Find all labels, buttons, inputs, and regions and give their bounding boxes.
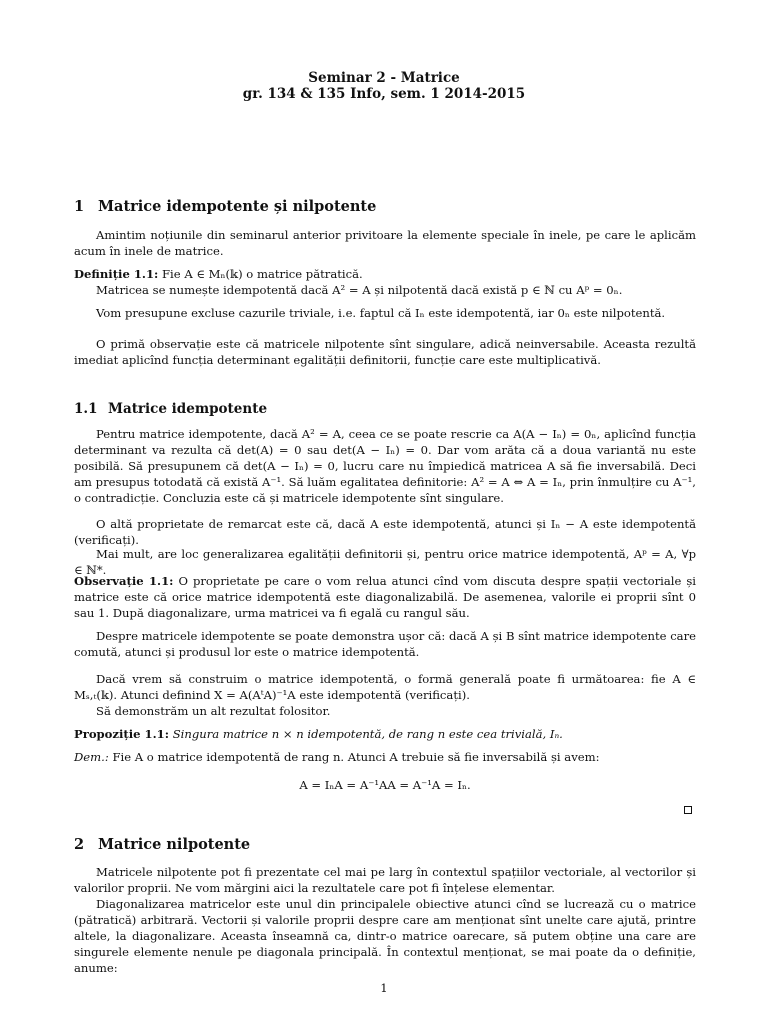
- section-1-1-heading: [74, 401, 267, 418]
- trivial-cases-note: Vom presupune excluse cazurile triviale, i.e. faptul că Iₙ este idempotentă, iar 0ₙ este nilpotentă.: [96, 306, 666, 320]
- idempotent-singular-proof: Pentru matrice idempotente, dacă A² = A, ceea ce se poate rescrie ca A(A − Iₙ) = 0ₙ, aplicînd funcția determinant va rezulta că det(A) = 0 sau det(A − Iₙ) = 0. Dar vom arăta că a doua variantă nu este posibilă. Să presupunem că det(A − Iₙ) = 0, lucru care nu împiedică matricea A să fie inversabilă. Deci am presupus totodată că există A⁻¹. Să luăm egalitatea definitorie: A² = A ⇔ A = Iₙ, prin înmulțire cu A⁻¹, o contradicție. Concluzia este că și matricele idempotente sînt singulare.: [74, 427, 696, 505]
- document-title: Seminar 2 - Matrice: [308, 70, 460, 86]
- section-1-title: Matrice idempotente și nilpotente: [98, 198, 377, 215]
- section-1-1-number: 1.1: [74, 401, 98, 417]
- proposition-label: Propoziție 1.1:: [74, 727, 170, 741]
- proof-label: Dem.:: [74, 750, 109, 764]
- section-1-1-title: Matrice idempotente: [108, 401, 268, 417]
- proof: Dem.: Fie A o matrice idempotentă de rang n. Atunci A trebuie să fie inversabilă și avem:: [74, 750, 600, 764]
- construction-general-form: Dacă vrem să construim o matrice idempotentă, o formă generală poate fi următoarea: fie A ∈ Mₛ,ₜ(𝕜). Atunci definind X = A(AᵗA)⁻¹A este idempotentă (verificați). Să demonstrăm un alt rezultat folositor.: [74, 672, 696, 718]
- proposition-1-1: Propoziție 1.1: Singura matrice n × n idempotentă, de rang n este cea trivială, Iₙ.: [74, 727, 563, 741]
- nilpotent-singular-observation: O primă observație este că matricele nilpotente sînt singulare, adică neinversabile. Aceasta rezultă imediat aplicînd funcția determinant egalității definitorii, funcție care este multiplicativă.: [74, 337, 696, 367]
- section-2-title: Matrice nilpotente: [98, 836, 251, 853]
- proof-equation: A = IₙA = A⁻¹AA = A⁻¹A = Iₙ.: [299, 778, 471, 792]
- observation-label: Observație 1.1:: [74, 574, 174, 588]
- complement-idempotent-property: O altă proprietate de remarcat este că, dacă A este idempotentă, atunci și Iₙ − A este idempotentă (verificați).: [74, 517, 696, 547]
- section-1-intro: Amintim noțiunile din seminarul anterior privitoare la elemente speciale în inele, pe care le aplicăm acum în inele de matrice.: [74, 228, 696, 258]
- commuting-product-property: Despre matricele idempotente se poate demonstra ușor că: dacă A și B sînt matrice idempotente care comută, atunci și produsul lor este o matrice idempotentă.: [74, 629, 696, 659]
- section-1-heading: [74, 198, 376, 216]
- document-subtitle: gr. 134 & 135 Info, sem. 1 2014-2015: [242, 86, 526, 102]
- observation-1-1: Observație 1.1: O proprietate pe care o vom relua atunci cînd vom discuta despre spații vectoriale și matrice este că orice matrice idempotentă este diagonalizabilă. De asemenea, valorile ei proprii sînt 0 sau 1. După diagonalizare, urma matricei va fi egală cu rangul său.: [74, 574, 697, 620]
- section-2-heading: [74, 836, 250, 854]
- qed-square-icon: [684, 806, 692, 814]
- section-2-number: 2: [74, 836, 85, 853]
- definition-label: Definiție 1.1:: [74, 267, 159, 281]
- section-2-body: Matricele nilpotente pot fi prezentate cel mai pe larg în contextul spațiilor vectoriale, al vectorilor și valorilor proprii. Ne vom mărgini aici la rezultatele care pot fi înțelese elementar. Diagonalizarea matricelor este unul din principalele obiective atunci cînd se lucrează cu o matrice (pătratică) arbitrară. Vectorii și valorile proprii despre care am menționat sînt unelte care ajută, printre altele, la diagonalizare. Aceasta înseamnă ca, dintr-o matrice oarecare, să putem obține una care are singurele elemente nenule pe diagonala principală. În contextul menționat, se mai poate da o definiție, anume:: [74, 865, 696, 975]
- power-generalization: Mai mult, are loc generalizarea egalității definitorii și, pentru orice matrice idempotentă, Aᵖ = A, ∀p ∈ ℕ*.: [74, 547, 696, 577]
- page-number: 1: [380, 981, 388, 995]
- definition-1-1: Definiție 1.1: Fie A ∈ Mₙ(𝕜) o matrice pătratică. Matricea se numește idempotentă dacă A² = A și nilpotentă dacă există p ∈ ℕ cu Aᵖ = 0ₙ.: [74, 267, 623, 297]
- section-1-number: 1: [74, 198, 85, 215]
